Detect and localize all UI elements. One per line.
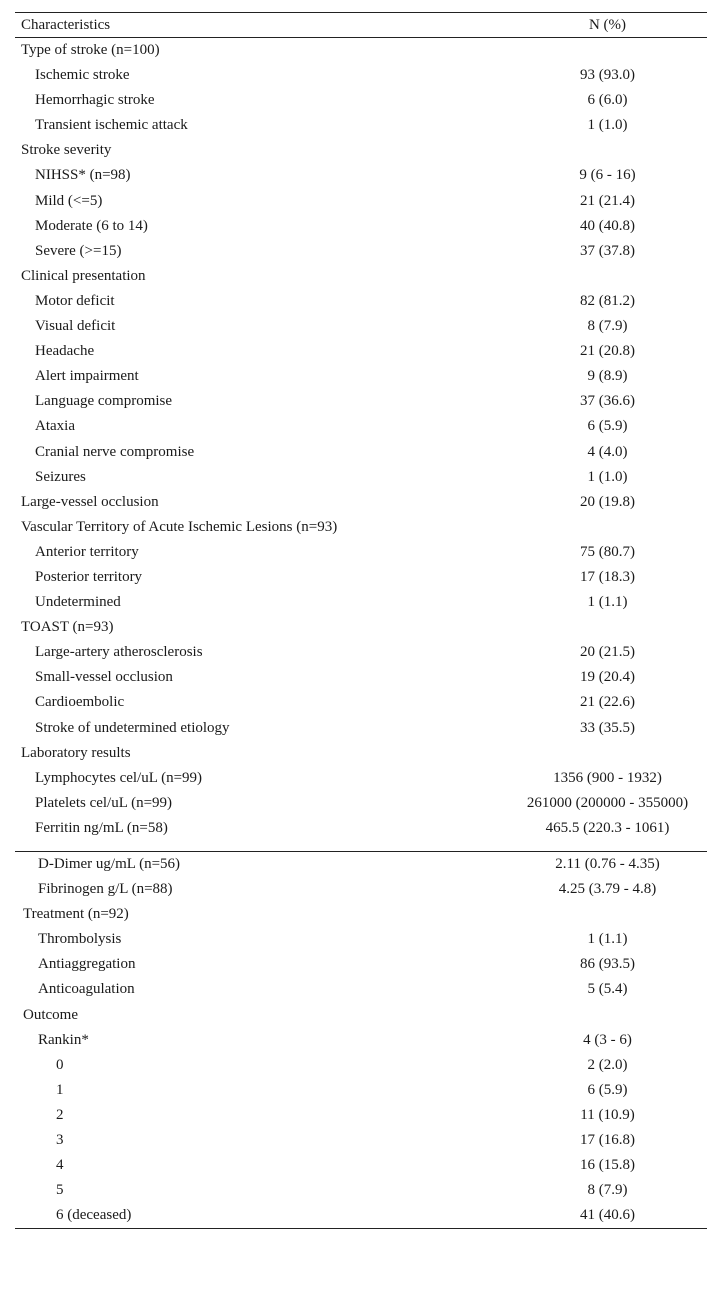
row-label: Type of stroke (n=100) [21,42,160,58]
table-row [15,952,707,977]
row-value: 1356 (900 - 1932) [553,769,662,786]
table-row [15,690,707,715]
table-row [15,1053,707,1078]
row-value: 11 (10.9) [580,1106,635,1123]
table-row [15,465,707,490]
row-value: 41 (40.6) [580,1207,635,1224]
table-row [15,314,707,339]
row-value: 9 (8.9) [587,368,628,385]
row-label: Ferritin ng/mL (n=58) [35,819,168,836]
table-row [15,138,707,163]
characteristics-table-part1 [15,12,707,841]
row-value: 37 (36.6) [580,393,635,410]
row-label: Stroke of undetermined etiology [35,719,230,736]
row-value: 1 (1.1) [587,931,628,948]
table-row [15,440,707,465]
table-row [15,816,707,841]
row-label: Posterior territory [35,568,143,585]
row-label: Ataxia [35,418,75,435]
row-value: 75 (80.7) [580,543,635,560]
table-row [15,189,707,214]
row-value: 9 (6 - 16) [579,167,636,184]
row-label: Outcome [23,1006,78,1023]
row-label: 2 [56,1106,64,1123]
table-row [15,264,707,289]
row-value: 2 (2.0) [587,1056,628,1073]
row-label: Cranial nerve compromise [35,443,195,460]
table-row [15,214,707,239]
table-row [15,540,707,565]
table-row [15,339,707,364]
row-label: 3 [56,1132,64,1149]
row-value: 8 (7.9) [587,318,628,335]
table-header [15,13,707,37]
table-body-part1 [15,38,707,841]
table-row [15,1203,707,1228]
table-row [15,1153,707,1178]
table-row [15,1028,707,1053]
row-label: Thrombolysis [38,931,122,948]
table-row [15,515,707,540]
table-row [15,113,707,138]
table-row [15,38,707,63]
row-value: 261000 (200000 - 355000) [526,794,689,811]
row-label: D-Dimer ug/mL (n=56) [38,856,181,872]
row-label: Treatment (n=92) [23,906,129,923]
row-value: 86 (93.5) [580,956,635,973]
table-row [15,88,707,113]
row-label: Motor deficit [35,292,115,309]
row-value: 19 (20.4) [580,669,635,686]
row-value: 1 (1.0) [587,468,628,485]
row-label: Visual deficit [35,318,116,335]
table-row [15,791,707,816]
row-label: Transient ischemic attack [35,117,188,134]
table-row [15,63,707,88]
row-label: Language compromise [35,393,173,410]
table-row [15,163,707,188]
table-row [15,289,707,314]
row-label: Rankin* [38,1031,89,1048]
row-value: 4.25 (3.79 - 4.8) [558,881,657,898]
row-label: 5 [56,1182,64,1199]
table-row [15,1003,707,1028]
row-label: Vascular Territory of Acute Ischemic Lesions (n=93) [21,518,338,535]
table-row [15,239,707,264]
row-value: 4 (3 - 6) [583,1031,632,1048]
table-row [15,615,707,640]
row-label: Large-vessel occlusion [21,493,159,510]
bottom-rule [15,1228,707,1229]
row-label: Ischemic stroke [35,67,130,84]
table-row [15,565,707,590]
table-row [15,977,707,1002]
row-value: 16 (15.8) [580,1157,635,1174]
table-row [15,877,707,902]
row-value: 465.5 (220.3 - 1061) [545,819,670,836]
row-label: Hemorrhagic stroke [35,92,155,109]
row-value: 5 (5.4) [587,981,628,998]
row-label: Severe (>=15) [35,242,122,259]
row-label: Headache [35,343,95,360]
row-value: 1 (1.0) [587,117,628,134]
row-value: 37 (37.8) [580,242,635,259]
row-label: Undetermined [35,594,121,611]
row-value: 1 (1.1) [587,594,628,611]
row-value: 2.11 (0.76 - 4.35) [555,856,660,872]
row-value: 6 (5.9) [587,1081,628,1098]
row-value: 8 (7.9) [587,1182,628,1199]
row-label: Platelets cel/uL (n=99) [35,794,173,811]
table-row [15,640,707,665]
table-row [15,364,707,389]
table-row [15,852,707,877]
table-row [15,1178,707,1203]
row-value: 33 (35.5) [580,719,635,736]
row-value: 20 (21.5) [580,644,635,661]
row-value: 21 (21.4) [580,192,635,209]
table-row [15,414,707,439]
row-value: 20 (19.8) [580,493,635,510]
table-row [15,1128,707,1153]
row-label: Fibrinogen g/L (n=88) [38,881,173,898]
row-label: Cardioembolic [35,694,125,711]
table-body-part2 [15,852,707,1228]
row-label: Alert impairment [35,368,139,385]
table-row [15,927,707,952]
table-row [15,665,707,690]
row-label: Seizures [35,468,86,485]
row-label: 6 (deceased) [56,1207,132,1224]
row-value: 82 (81.2) [580,292,635,309]
row-label: Lymphocytes cel/uL (n=99) [35,769,203,786]
row-value: 17 (16.8) [580,1132,635,1149]
row-label: Laboratory results [21,744,131,761]
row-value: 6 (6.0) [587,92,628,109]
row-label: Stroke severity [21,142,112,159]
table-row [15,1078,707,1103]
row-label: Anticoagulation [38,981,135,998]
row-value: 40 (40.8) [580,217,635,234]
table-row [15,590,707,615]
row-value: 17 (18.3) [580,568,635,585]
row-label: Anterior territory [35,543,139,560]
row-label: NIHSS* (n=98) [35,167,131,184]
row-value: 93 (93.0) [580,67,635,84]
row-label: 1 [56,1081,64,1098]
row-value: 6 (5.9) [587,418,628,435]
header-characteristics: Characteristics [21,17,111,33]
row-label: Small-vessel occlusion [35,669,173,686]
row-label: Mild (<=5) [35,192,103,209]
table-row [15,766,707,791]
table-row [15,716,707,741]
row-value: 21 (20.8) [580,343,635,360]
table-row [15,490,707,515]
row-label: 0 [56,1056,64,1073]
table-row [15,389,707,414]
row-label: Clinical presentation [21,267,146,284]
row-label: Moderate (6 to 14) [35,217,148,234]
row-label: Antiaggregation [38,956,136,973]
header-n-percent: N (%) [588,17,627,33]
row-value: 21 (22.6) [580,694,635,711]
table-row [15,1103,707,1128]
row-label: Large-artery atherosclerosis [35,644,203,661]
row-value: 4 (4.0) [587,443,628,460]
characteristics-table-part2 [15,851,707,1229]
row-label: 4 [56,1157,64,1174]
table-row [15,741,707,766]
row-label: TOAST (n=93) [21,619,114,636]
table-row [15,902,707,927]
